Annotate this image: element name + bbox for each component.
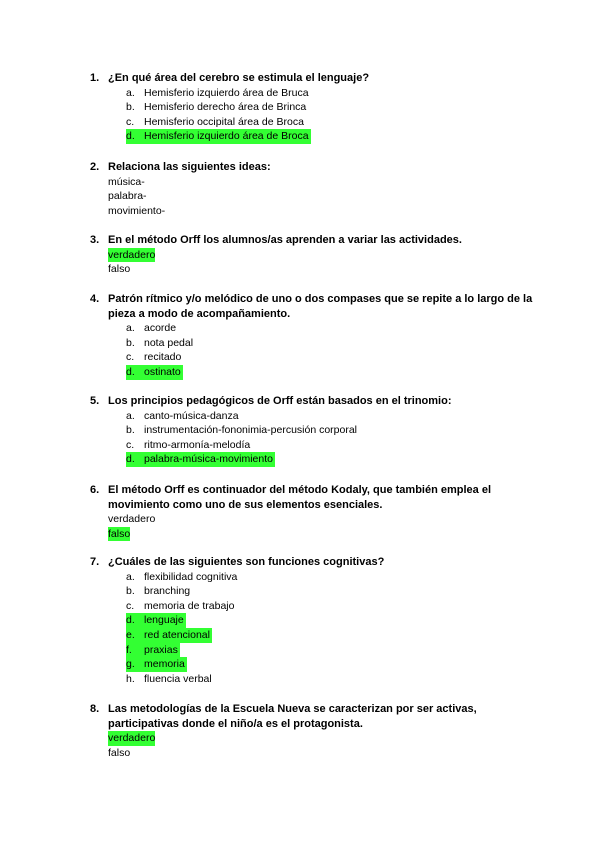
option-b: b. Hemisferio derecho área de Brinca (126, 101, 307, 114)
question-number: 3. (90, 234, 100, 246)
question-title (90, 555, 550, 570)
question-2 (90, 160, 550, 218)
question-title (90, 483, 550, 512)
option-d-correct: d. lenguaje (126, 614, 184, 627)
item-list (108, 175, 550, 219)
option-e-correct: e. red atencional (126, 628, 210, 641)
option-d-correct: d. ostinato (126, 365, 181, 378)
question-number: 8. (90, 703, 100, 715)
option-list (126, 409, 550, 467)
answer-verdadero-correct: verdadero (108, 248, 156, 261)
option-b: b. instrumentación-fononimia-percusión corporal (126, 424, 358, 437)
option-g-correct: g. memoria (126, 658, 185, 671)
question-title (90, 702, 550, 731)
question-text: El método Orff es continuador del método Kodaly, que también emplea el movimiento como uno de sus elementos esenciales. (108, 484, 492, 511)
question-text: Relaciona las siguientes ideas: (108, 161, 271, 173)
answer-verdadero-correct: verdadero (108, 732, 156, 745)
option-c: c. memoria de trabajo (126, 599, 235, 612)
question-title (90, 71, 550, 86)
question-5 (90, 394, 550, 467)
answer-falso-correct: falso (108, 527, 131, 540)
option-c: c. Hemisferio occipital área de Broca (126, 115, 304, 128)
question-number: 1. (90, 72, 100, 84)
question-text: ¿Cuáles de las siguientes son funciones cognitivas? (108, 556, 385, 568)
question-title (90, 233, 550, 248)
answer-list (108, 248, 550, 277)
question-text: Las metodologías de la Escuela Nueva se caracterizan por ser activas, participativas donde el niño/a es el protagonista. (108, 703, 477, 730)
option-list (126, 570, 550, 687)
question-title (90, 160, 550, 175)
option-c: c. ritmo-armonía-melodía (126, 438, 251, 451)
question-7 (90, 555, 550, 686)
question-8 (90, 702, 550, 760)
option-a: a. flexibilidad cognitiva (126, 570, 238, 583)
answer-list (108, 512, 550, 541)
item-palabra: palabra- (108, 190, 147, 203)
answer-list (108, 731, 550, 760)
option-a: a. canto-música-danza (126, 409, 239, 422)
item-musica: música- (108, 175, 145, 188)
question-number: 4. (90, 293, 100, 305)
question-text: Los principios pedagógicos de Orff están basados en el trinomio: (108, 395, 452, 407)
answer-falso: falso (108, 263, 131, 276)
question-number: 5. (90, 395, 100, 407)
option-a: a. acorde (126, 322, 177, 335)
question-number: 6. (90, 484, 100, 496)
option-c: c. recitado (126, 351, 182, 364)
option-d-correct: d. palabra-música-movimiento (126, 453, 273, 466)
question-3 (90, 233, 550, 277)
answer-falso: falso (108, 746, 131, 759)
item-movimiento: movimiento- (108, 204, 166, 217)
option-b: b. nota pedal (126, 336, 194, 349)
option-f-correct: f. praxias (126, 643, 178, 656)
question-title (90, 394, 550, 409)
option-d-correct: d. Hemisferio izquierdo área de Broca (126, 130, 309, 143)
question-text: ¿En qué área del cerebro se estimula el lenguaje? (108, 72, 370, 84)
question-text: Patrón rítmico y/o melódico de uno o dos compases que se repite a lo largo de la pieza a modo de acompañamiento. (108, 293, 533, 320)
question-number: 7. (90, 556, 100, 568)
question-6 (90, 483, 550, 541)
question-title (90, 292, 550, 321)
option-list (126, 86, 550, 144)
answer-verdadero: verdadero (108, 513, 156, 526)
option-b: b. branching (126, 585, 191, 598)
option-list (126, 321, 550, 379)
option-h: h. fluencia verbal (126, 672, 212, 685)
question-4 (90, 292, 550, 380)
question-1 (90, 71, 550, 144)
option-a: a. Hemisferio izquierdo área de Bruca (126, 86, 309, 99)
question-text: En el método Orff los alumnos/as aprenden a variar las actividades. (108, 234, 462, 246)
question-number: 2. (90, 161, 100, 173)
